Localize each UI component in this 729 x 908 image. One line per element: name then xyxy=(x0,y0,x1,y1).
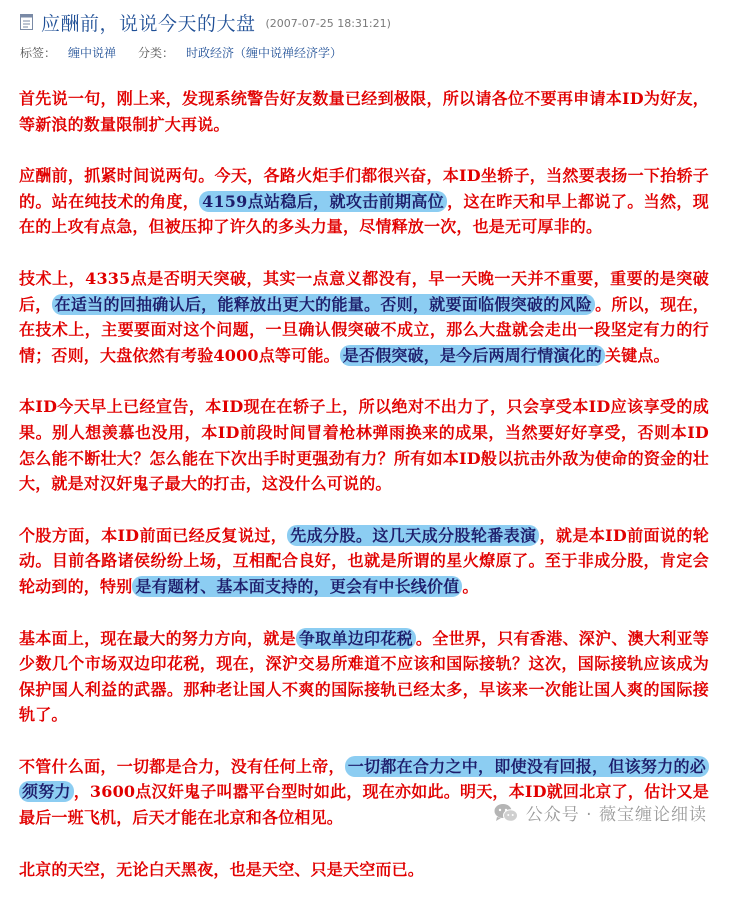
paragraph xyxy=(19,857,709,883)
watermark-text: 公众号 · 薇宝缠论细读 xyxy=(525,805,707,825)
tags-label: 标签： xyxy=(20,45,57,60)
paragraph-text: 本ID今天早上已经宣告，本ID现在在轿子上，所以绝对不出力了，只会享受本ID应该享受的成果。别人想羡慕也没用，本ID前段时间冒着枪林弹雨换来的成果，当然要好好享受，否则本ID怎么能不断壮大？怎么能在下次出手时更强劲有力？所有如本ID般以抗击外敌为使命的资金的壮大，就是对汉奸鬼子最大的打击，这没什么可说的。 xyxy=(19,397,709,494)
paragraph-text: 基本面上，现在最大的努力方向，就是 xyxy=(19,628,296,648)
paragraph-text: ，这在昨天和早上都说了。当然，现在的上攻有点急，但被压抑了许久的多头力量，尽情释放一次，也是无可厚非的。 xyxy=(19,191,710,237)
highlighted-text: 先成分股。这几天成分股轮番表演 xyxy=(287,525,539,546)
highlighted-text: 4159点站稳后，就攻击前期高位 xyxy=(199,191,447,212)
paragraph xyxy=(19,523,709,600)
paragraph xyxy=(19,394,709,496)
watermark xyxy=(494,800,707,825)
highlighted-text: 在适当的回抽确认后，能释放出更大的能量。否则，就要面临假突破的风险 xyxy=(52,294,595,315)
paragraph-text: 关键点。 xyxy=(604,345,670,365)
paragraph xyxy=(19,626,709,728)
post-header xyxy=(20,8,720,60)
paragraph-text: 不管什么面，一切都是合力，没有任何上帝， xyxy=(19,756,345,776)
paragraph-text: ，就是本ID前面说的轮动。目前各路诸侯纷纷上场，互相配合良好，也就是所谓的星火燎原了。至于非成分股，肯定会轮动到的，特别 xyxy=(19,525,709,596)
paragraph-text: 首先说一句，刚上来，发现系统警告好友数量已经到极限，所以请各位不要再申请本ID为好友，等新浪的数量限制扩大再说。 xyxy=(19,89,709,134)
highlighted-text: 一切都在合力之中，即使没有回报，但该努力的必须努力 xyxy=(19,756,709,803)
paragraph-text: 北京的天空，无论白天黑夜，也是天空、只是天空而已。 xyxy=(19,859,425,879)
highlighted-text: 是否假突破，是今后两周行情演化的 xyxy=(340,345,605,366)
post-date: (2007-07-25 18:31:21) xyxy=(265,17,391,30)
highlighted-text: 是有题材、基本面支持的，更会有中长线价值 xyxy=(132,576,462,597)
paragraph xyxy=(19,163,709,240)
tag-link[interactable]: 缠中说禅 xyxy=(68,45,117,60)
post-body xyxy=(19,86,709,908)
post-title[interactable]: 应酬前，说说今天的大盘 xyxy=(41,12,256,35)
paragraph-text: ，3600点汉奸鬼子叫嚣平台型时如此，现在亦如此。明天，本ID就回北京了，估计又是最后一班飞机，后天才能在北京和各位相见。 xyxy=(19,782,709,828)
paragraph-text: 应酬前，抓紧时间说两句。今天，各路火炬手们都很兴奋，本ID坐轿子，当然要表扬一下抬轿子的。站在纯技术的角度， xyxy=(19,166,709,211)
paragraph-text: 个股方面，本ID前面已经反复说过， xyxy=(19,525,288,545)
title-row xyxy=(20,8,720,36)
tags-row xyxy=(20,44,720,60)
paragraph-text: 。 xyxy=(462,576,479,596)
category-link[interactable]: 时政经济（缠中说禅经济学） xyxy=(186,45,343,60)
paragraph-text: 。所以，现在，在技术上，主要要面对这个问题，一旦确认假突破不成立，那么大盘就会走出一段坚定有力的行情；否则，大盘依然有考验4000点等可能。 xyxy=(19,294,709,365)
paragraph xyxy=(19,86,709,137)
category-label: 分类： xyxy=(138,45,175,60)
highlighted-text: 争取单边印花税 xyxy=(296,628,416,649)
paragraph xyxy=(19,266,709,368)
paragraph-text: 技术上，4335点是否明天突破，其实一点意义都没有，早一天晚一天并不重要，重要的是突破后， xyxy=(19,268,709,314)
paragraph-text: 。全世界，只有香港、深沪、澳大利亚等少数几个市场双边印花税，现在，深沪交易所难道不应该和国际接轨？这次，国际接轨应该成为保护国人利益的武器。那种老让国人不爽的国际接轨已经太多，早该来一次能让国人爽的国际接轨了。 xyxy=(19,628,709,725)
wechat-icon xyxy=(494,803,518,823)
document-icon xyxy=(20,14,33,30)
